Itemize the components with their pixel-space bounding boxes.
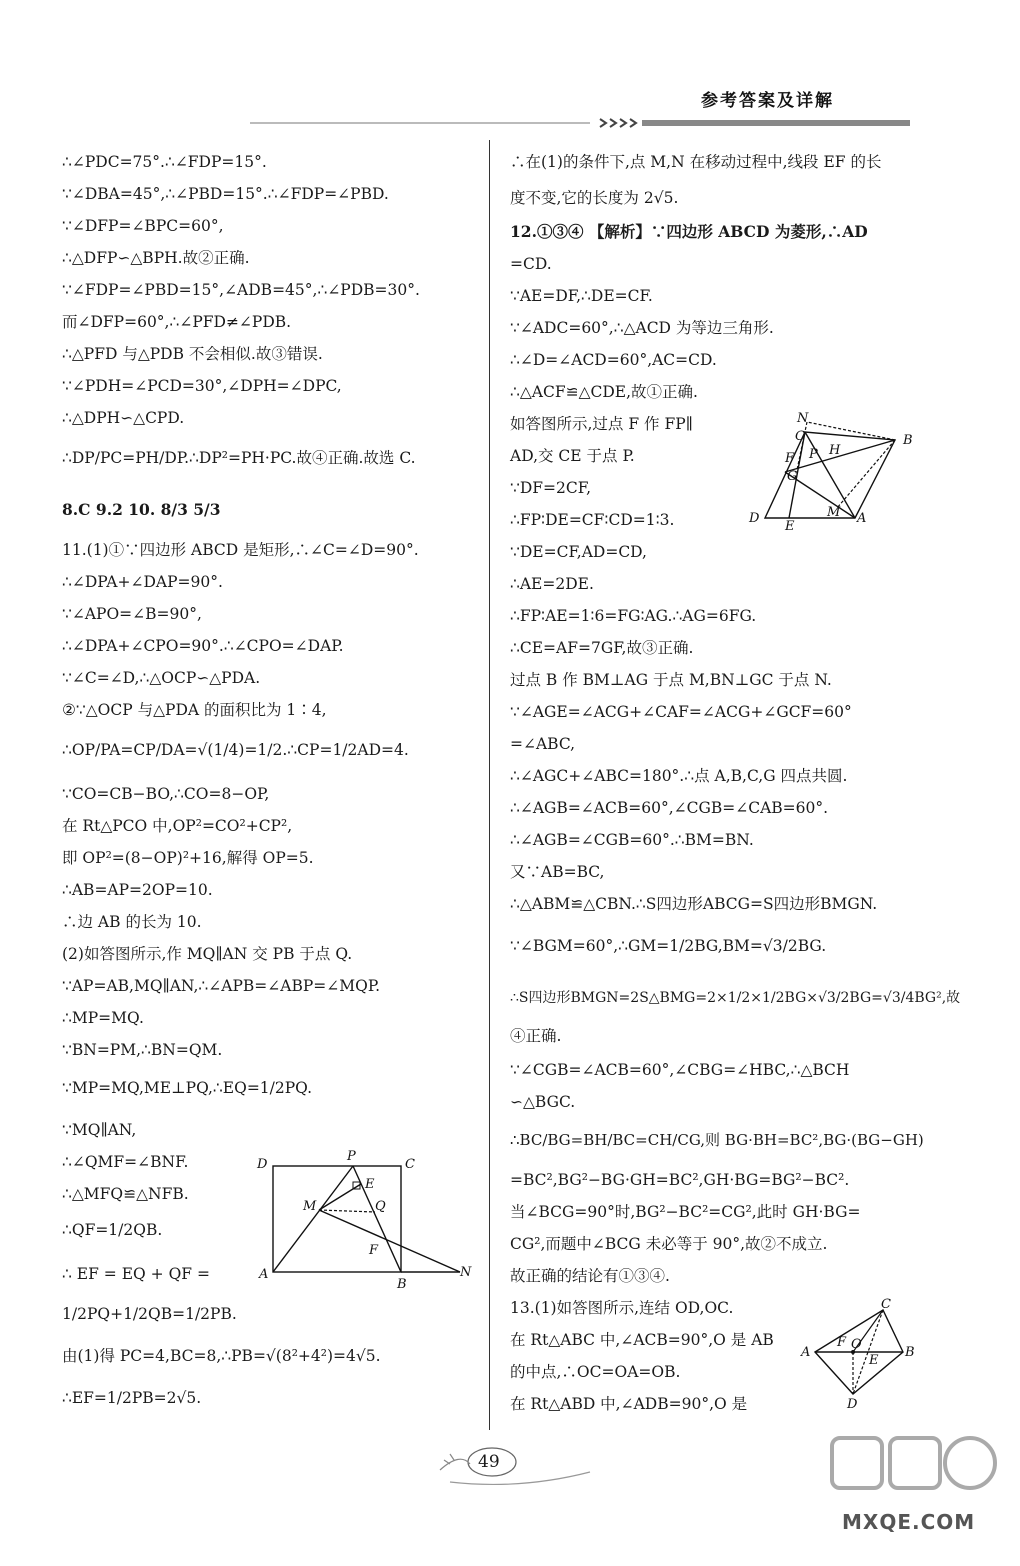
text-line: ∴OP/PA=CP/DA=√(1/4)=1/2.∴CP=1/2AD=4. [62,741,409,759]
fig-label: C [405,1157,415,1172]
text-line: ∴CE=AF=7GF,故③正确. [510,639,694,657]
fig-label: P [347,1149,356,1164]
header-title: 参考答案及详解 [701,91,834,111]
text-line: ∵DF=2CF, [510,479,592,497]
text-line: ∴边 AB 的长为 10. [62,913,202,931]
fig-label: O [851,1337,862,1352]
text-line: ②∵△OCP 与△PDA 的面积比为 1∶4, [62,701,327,719]
text-line: 8.C 9.2 10. 8/3 5/3 [62,500,221,519]
text-line: ∵∠CGB=∠ACB=60°,∠CBG=∠HBC,∴△BCH [510,1061,850,1079]
fig-label: B [903,433,913,448]
footer-ornament [430,1440,600,1490]
text-line: ∴∠AGB=∠ACB=60°,∠CGB=∠CAB=60°. [510,799,829,817]
fig-label: P [809,447,818,462]
text-line: 12.①③④ 【解析】∵四边形 ABCD 为菱形,∴AD [510,222,868,241]
fig-label: A [801,1345,811,1360]
text-line: ∴∠DPA+∠DAP=90°. [62,573,223,591]
text-line: ∵∠PDH=∠PCD=30°,∠DPH=∠DPC, [62,377,342,395]
text-line: ∽△BGC. [510,1093,576,1111]
text-line: ∴FP∶DE=CF∶CD=1∶3. [510,511,675,529]
fig-label: N [460,1265,472,1280]
fig-label: F [369,1243,379,1258]
text-line: ∴∠D=∠ACD=60°,AC=CD. [510,351,717,369]
text-line: ∴△DFP∽△BPH.故②正确. [62,249,250,267]
watermark [812,1428,1002,1548]
text-line: 的中点,∴OC=OA=OB. [510,1363,681,1381]
column-divider [489,140,490,1430]
text-line: ∴∠AGC+∠ABC=180°.∴点 A,B,C,G 四点共圆. [510,767,848,785]
fig-label: F [785,451,795,466]
fig-label: E [785,519,795,530]
text-line: ∴EF=1/2PB=2√5. [62,1389,202,1407]
text-line: 11.(1)①∵四边形 ABCD 是矩形,∴∠C=∠D=90°. [62,541,419,559]
fig-label: D [749,511,760,526]
text-line: 当∠BCG=90°时,BG²−BC²=CG²,此时 GH·BG= [510,1203,861,1221]
header-rule [250,118,910,128]
text-line: ∵CO=CB−BO,∴CO=8−OP, [62,785,270,803]
text-line: ∵MQ∥AN, [62,1121,137,1139]
text-line: ∴FP∶AE=1∶6=FG∶AG.∴AG=6FG. [510,607,757,625]
page-header [0,0,1020,140]
text-line: 又∵AB=BC, [510,863,605,881]
text-line: ∵∠APO=∠B=90°, [62,605,202,623]
text-line: 过点 B 作 BM⊥AG 于点 M,BN⊥GC 于点 N. [510,671,832,689]
text-line: ∵∠C=∠D,∴△OCP∽△PDA. [62,669,261,687]
text-line: ∵MP=MQ,ME⊥PQ,∴EQ=1/2PQ. [62,1079,313,1097]
figure-rhombus [745,410,920,530]
text-line: ∴△DPH∽△CPD. [62,409,185,427]
text-line: 而∠DFP=60°,∴∠PFD≠∠PDB. [62,313,292,331]
fig-label: D [847,1397,858,1410]
text-line: ∴△PFD 与△PDB 不会相似.故③错误. [62,345,323,363]
watermark-logo-icon [812,1428,1002,1508]
text-line: ∴DP/PC=PH/DP.∴DP²=PH·PC.故④正确.故选 C. [62,449,416,467]
text-line: 如答图所示,过点 F 作 FP∥ [510,415,693,433]
fig-label: A [259,1267,269,1282]
text-line: 在 Rt△ABC 中,∠ACB=90°,O 是 AB [510,1331,774,1349]
text-line: ∵DE=CF,AD=CD, [510,543,647,561]
text-line: 13.(1)如答图所示,连结 OD,OC. [510,1299,734,1317]
text-line: ∵AE=DF,∴DE=CF. [510,287,653,305]
text-line: ∴△MFQ≌△NFB. [62,1185,189,1203]
text-line: ∴△ACF≌△CDE,故①正确. [510,383,698,401]
fig-label: F [837,1335,847,1350]
text-line: ∵∠AGE=∠ACG+∠CAF=∠ACG+∠GCF=60° [510,703,852,721]
fig-label: E [365,1177,375,1192]
text-line: =CD. [510,255,552,273]
text-line: 在 Rt△PCO 中,OP²=CO²+CP², [62,817,293,835]
text-line: =∠ABC, [510,735,576,753]
text-line: ∵BN=PM,∴BN=QM. [62,1041,223,1059]
fig-label: C [795,429,805,444]
fig-label: B [905,1345,915,1360]
text-line: ∴△ABM≌△CBN.∴S四边形ABCG=S四边形BMGN. [510,895,878,913]
text-line: ∵∠BGM=60°,∴GM=1/2BG,BM=√3/2BG. [510,937,827,955]
text-line: 即 OP²=(8−OP)²+16,解得 OP=5. [62,849,314,867]
text-line: 在 Rt△ABD 中,∠ADB=90°,O 是 [510,1395,748,1413]
text-line: ∴AB=AP=2OP=10. [62,881,213,899]
text-line: ∴在(1)的条件下,点 M,N 在移动过程中,线段 EF 的长 [510,153,882,171]
fig-label: N [797,411,809,426]
text-line: (2)如答图所示,作 MQ∥AN 交 PB 于点 Q. [62,945,353,963]
text-line: ∴∠PDC=75°.∴∠FDP=15°. [62,153,267,171]
fig-label: H [829,443,841,458]
fig-label: D [257,1157,268,1172]
figure-rectangle [255,1148,475,1288]
text-line: ∴MP=MQ. [62,1009,144,1027]
text-line: ∵∠FDP=∠PBD=15°,∠ADB=45°,∴∠PDB=30°. [62,281,420,299]
text-line: ∵∠DBA=45°,∴∠PBD=15°.∴∠FDP=∠PBD. [62,185,389,203]
text-line: 1/2PQ+1/2QB=1/2PB. [62,1305,237,1323]
text-line: 由(1)得 PC=4,BC=8,∴PB=√(8²+4²)=4√5. [62,1347,381,1365]
text-line: ∴AE=2DE. [510,575,594,593]
fig-label: M [303,1199,317,1214]
page-number: 49 [478,1452,500,1472]
fig-label: M [827,505,841,520]
fig-label: Q [375,1199,386,1214]
text-line: CG²,而题中∠BCG 未必等于 90°,故②不成立. [510,1235,828,1253]
fig-label: G [787,469,798,484]
fig-label: A [857,511,867,526]
text-line: ∵AP=AB,MQ∥AN,∴∠APB=∠ABP=∠MQP. [62,977,381,995]
text-line: AD,交 CE 于点 P. [510,447,635,465]
text-line: ∵∠ADC=60°,∴△ACD 为等边三角形. [510,319,774,337]
fig-label: E [869,1353,879,1368]
text-line: ∴QF=1/2QB. [62,1221,163,1239]
text-line: 度不变,它的长度为 2√5. [510,189,679,207]
text-line: ∴BC/BG=BH/BC=CH/CG,则 BG·BH=BC²,BG·(BG−GH) [510,1131,924,1149]
text-line: ∴ EF = EQ + QF = [62,1265,210,1283]
text-line: ④正确. [510,1027,562,1045]
text-line: ∴∠DPA+∠CPO=90°.∴∠CPO=∠DAP. [62,637,344,655]
text-line: =BC²,BG²−BG·GH=BC²,GH·BG=BG²−BC². [510,1171,850,1189]
text-line: ∴∠AGB=∠CGB=60°.∴BM=BN. [510,831,754,849]
figure-kite [795,1298,920,1410]
text-line: ∴S四边形BMGN=2S△BMG=2×1/2×1/2BG×√3/2BG=√3/4BG²,故 [510,990,961,1006]
text-line: ∴∠QMF=∠BNF. [62,1153,189,1171]
watermark-text: MXQE.COM [842,1510,976,1534]
text-line: ∵∠DFP=∠BPC=60°, [62,217,224,235]
text-line: 故正确的结论有①③④. [510,1267,670,1285]
fig-label: B [397,1277,407,1288]
fig-label: C [881,1298,891,1312]
